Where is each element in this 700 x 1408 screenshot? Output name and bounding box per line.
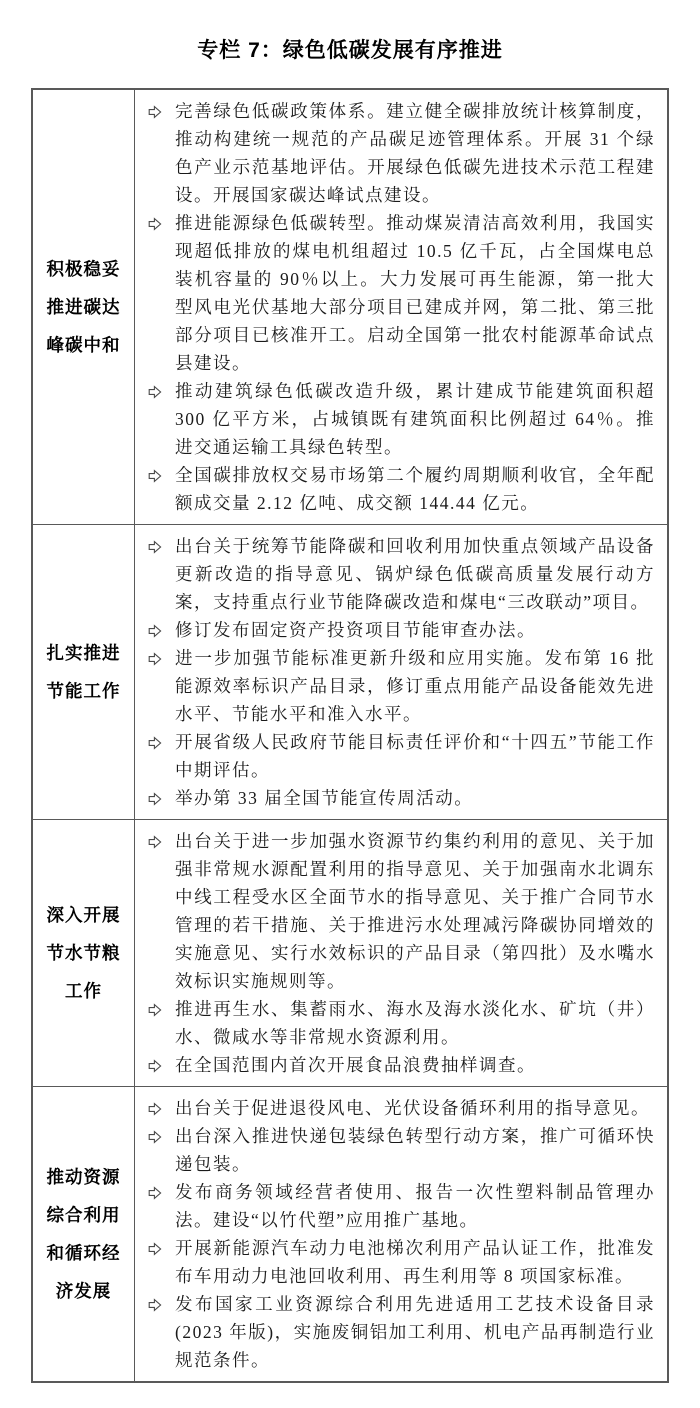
item-text: 进一步加强节能标准更新升级和应用实施。发布第 16 批能源效率标识产品目录，修订重点用能产品设备能效先进水平、节能水平和准入水平。	[175, 648, 655, 724]
item-text: 修订发布固定资产投资项目节能审查办法。	[175, 620, 536, 640]
list-item	[141, 1178, 655, 1234]
section-header	[33, 820, 135, 1086]
right-arrow-outline-icon	[141, 616, 175, 638]
section-items	[135, 90, 667, 524]
section-header-label: 扎实推进节能工作	[46, 643, 121, 701]
item-text: 出台关于促进退役风电、光伏设备循环利用的指导意见。	[175, 1098, 650, 1118]
list-item	[141, 644, 655, 728]
list-item	[141, 1290, 655, 1374]
item-text: 开展新能源汽车动力电池梯次利用产品认证工作，批准发布车用动力电池回收利用、再生利用等 8 项国家标准。	[175, 1238, 655, 1286]
list-item	[141, 784, 655, 812]
table-row-section	[33, 524, 667, 819]
list-item	[141, 377, 655, 461]
right-arrow-outline-icon	[141, 1234, 175, 1256]
section-header-label: 推动资源综合利用和循环经济发展	[46, 1167, 121, 1301]
list-item	[141, 209, 655, 377]
section-header-label: 深入开展节水节粮工作	[46, 905, 121, 1001]
section-header	[33, 525, 135, 819]
list-item	[141, 1234, 655, 1290]
right-arrow-outline-icon	[141, 532, 175, 554]
item-text: 推进再生水、集蓄雨水、海水及海水淡化水、矿坑（井）水、微咸水等非常规水资源利用。	[175, 999, 655, 1047]
right-arrow-outline-icon	[141, 1178, 175, 1200]
item-text: 举办第 33 届全国节能宣传周活动。	[175, 788, 474, 808]
list-item	[141, 461, 655, 517]
right-arrow-outline-icon	[141, 728, 175, 750]
right-arrow-outline-icon	[141, 377, 175, 399]
section-items	[135, 525, 667, 819]
list-item	[141, 1122, 655, 1178]
page-title: 专栏 7：绿色低碳发展有序推进	[197, 39, 503, 62]
column-box-table	[31, 88, 669, 1383]
section-header	[33, 1087, 135, 1381]
list-item	[141, 532, 655, 616]
right-arrow-outline-icon	[141, 1051, 175, 1073]
item-text: 推动建筑绿色低碳改造升级，累计建成节能建筑面积超 300 亿平方米，占城镇既有建筑面积比例超过 64％。推进交通运输工具绿色转型。	[175, 381, 655, 457]
right-arrow-outline-icon	[141, 97, 175, 119]
table-row-section	[33, 90, 667, 524]
item-text: 发布国家工业资源综合利用先进适用工艺技术设备目录(2023 年版)，实施废铜铝加工利用、机电产品再制造行业规范条件。	[175, 1294, 655, 1370]
section-items	[135, 1087, 667, 1381]
table-row-section	[33, 819, 667, 1086]
item-text: 出台关于统筹节能降碳和回收利用加快重点领域产品设备更新改造的指导意见、锅炉绿色低碳高质量发展行动方案，支持重点行业节能降碳改造和煤电“三改联动”项目。	[175, 536, 655, 612]
table-body	[33, 90, 667, 1381]
item-text: 在全国范围内首次开展食品浪费抽样调查。	[175, 1055, 536, 1075]
item-text: 推进能源绿色低碳转型。推动煤炭清洁高效利用，我国实现超低排放的煤电机组超过 10.5 亿千瓦，占全国煤电总装机容量的 90％以上。大力发展可再生能源，第一批大型风电光伏基地大部分项目已建成并网，第二批、第三批部分项目已核准开工。启动全国第一批农村能源革命试点县建设。	[175, 213, 655, 373]
table-row-section	[33, 1086, 667, 1381]
section-header-label: 积极稳妥推进碳达峰碳中和	[46, 259, 121, 355]
list-item	[141, 995, 655, 1051]
section-header	[33, 90, 135, 524]
item-text: 全国碳排放权交易市场第二个履约周期顺利收官，全年配额成交量 2.12 亿吨、成交额 144.44 亿元。	[175, 465, 655, 513]
list-item	[141, 1094, 655, 1122]
right-arrow-outline-icon	[141, 995, 175, 1017]
item-text: 开展省级人民政府节能目标责任评价和“十四五”节能工作中期评估。	[175, 732, 655, 780]
right-arrow-outline-icon	[141, 209, 175, 231]
right-arrow-outline-icon	[141, 1122, 175, 1144]
list-item	[141, 616, 655, 644]
item-text: 发布商务领域经营者使用、报告一次性塑料制品管理办法。建设“以竹代塑”应用推广基地。	[175, 1182, 655, 1230]
right-arrow-outline-icon	[141, 461, 175, 483]
list-item	[141, 1051, 655, 1079]
right-arrow-outline-icon	[141, 644, 175, 666]
right-arrow-outline-icon	[141, 784, 175, 806]
section-items	[135, 820, 667, 1086]
item-text: 出台深入推进快递包装绿色转型行动方案，推广可循环快递包装。	[175, 1126, 655, 1174]
list-item	[141, 97, 655, 209]
right-arrow-outline-icon	[141, 827, 175, 849]
list-item	[141, 728, 655, 784]
right-arrow-outline-icon	[141, 1094, 175, 1116]
item-text: 出台关于进一步加强水资源节约集约利用的意见、关于加强非常规水源配置利用的指导意见、关于加强南水北调东中线工程受水区全面节水的指导意见、关于推广合同节水管理的若干措施、关于推进污水处理减污降碳协同增效的实施意见、实行水效标识的产品目录（第四批）及水嘴水效标识实施规则等。	[175, 831, 655, 991]
right-arrow-outline-icon	[141, 1290, 175, 1312]
item-text: 完善绿色低碳政策体系。建立健全碳排放统计核算制度，推动构建统一规范的产品碳足迹管理体系。开展 31 个绿色产业示范基地评估。开展绿色低碳先进技术示范工程建设。开展国家碳达峰试点建设。	[175, 101, 655, 205]
list-item	[141, 827, 655, 995]
